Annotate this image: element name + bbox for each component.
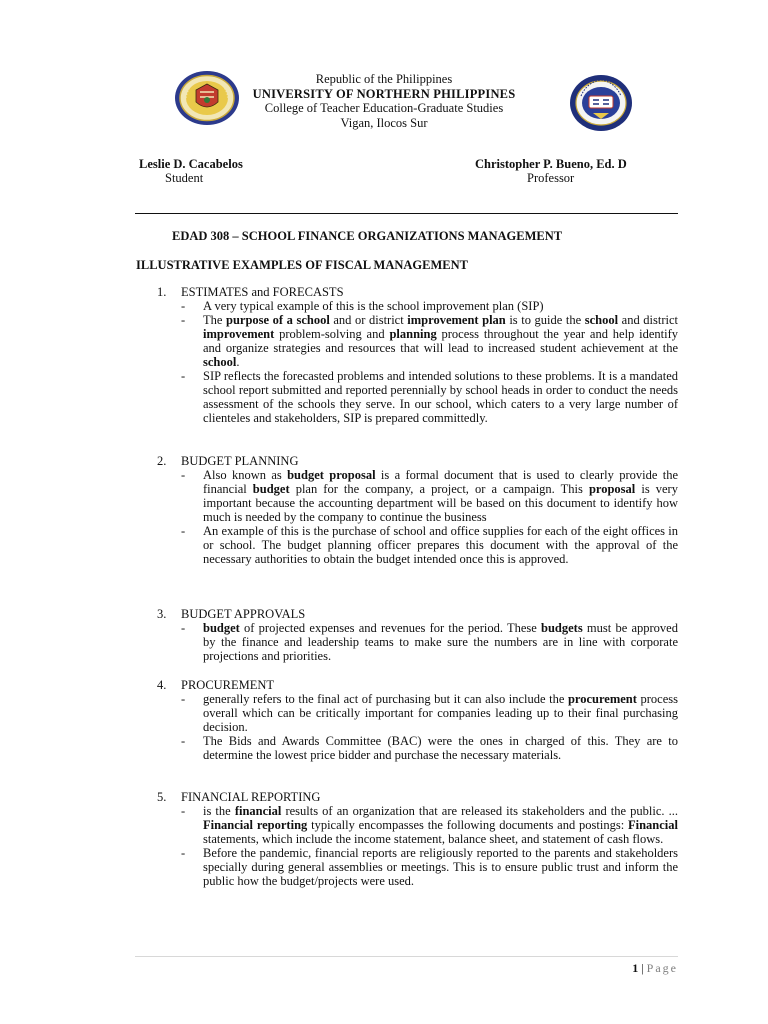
university-name: UNIVERSITY OF NORTHERN PHILIPPINES	[252, 86, 516, 101]
bold-text: financial	[234, 804, 282, 818]
republic-line: Republic of the Philippines	[315, 72, 453, 86]
section-number: 2.	[157, 454, 167, 468]
bullet-list	[157, 621, 678, 663]
text-run: of projected expenses and revenues for the period. These	[239, 621, 542, 635]
bold-text: improvement	[203, 327, 275, 341]
bold-text: improvement plan	[407, 313, 506, 327]
section-heading	[157, 454, 678, 468]
section-budget-planning	[157, 454, 678, 566]
section-heading	[157, 678, 678, 692]
section-title: BUDGET PLANNING	[181, 454, 299, 468]
text-run: is the	[203, 804, 235, 818]
section-title: ESTIMATES and FORECASTS	[181, 285, 344, 299]
dash-marker: -	[181, 313, 186, 327]
section-budget-approvals	[157, 607, 678, 663]
section-heading	[157, 607, 678, 621]
bullet-item	[157, 313, 678, 369]
page-number: 1	[632, 961, 639, 975]
text-run: must be approved by the finance and leadership teams to make sure the numbers are in line with corporate projections and priorities.	[203, 621, 678, 663]
student-role: Student	[165, 171, 204, 185]
location-line: Vigan, Ilocos Sur	[340, 115, 428, 130]
section-number: 5.	[157, 790, 167, 804]
bold-text: purpose of a school	[226, 313, 330, 327]
text-run: An example of this is the purchase of school and office supplies for each of the eight offices in or school. The budget planning officer prepares this document with the approval of the necessary authorities to obtain the budget intended once this is approved.	[203, 524, 678, 566]
bullet-list	[157, 804, 678, 888]
section-number: 4.	[157, 678, 167, 692]
text-run: typically encompasses the following documents and postings:	[307, 818, 628, 832]
bullet-list	[157, 468, 678, 566]
section-heading	[157, 285, 678, 299]
dash-marker: -	[181, 468, 186, 482]
text-run: and or district	[329, 313, 408, 327]
section-title: FINANCIAL REPORTING	[181, 790, 321, 804]
bold-text: school	[203, 355, 237, 369]
dash-marker: -	[181, 524, 186, 538]
bold-text: budgets	[541, 621, 583, 635]
bold-text: procurement	[567, 692, 637, 706]
college-name: College of Teacher Education-Graduate Studies	[264, 101, 504, 115]
bullet-item	[157, 846, 678, 888]
bold-text: proposal	[588, 482, 636, 496]
professor-block	[475, 157, 627, 185]
bullet-item	[157, 299, 678, 313]
document-title: ILLUSTRATIVE EXAMPLES OF FISCAL MANAGEMENT	[136, 258, 468, 272]
header-divider	[135, 213, 678, 214]
dash-marker: -	[181, 369, 186, 383]
text-run: plan for the company, a project, or a campaign. This	[289, 482, 589, 496]
footer-separator: |	[638, 961, 647, 975]
section-title: BUDGET APPROVALS	[181, 607, 306, 621]
bullet-list	[157, 692, 678, 762]
section-title: PROCUREMENT	[181, 678, 275, 692]
text-run: Also known as	[203, 468, 288, 482]
text-run: statements, which include the income statement, balance sheet, and statement of cash flows.	[203, 832, 664, 846]
letterhead	[200, 72, 568, 130]
dash-marker: -	[181, 692, 186, 706]
text-run: and district	[618, 313, 678, 327]
text-run: is very important because the accounting department will be based on this document to identify how much is needed by the company to continue the business	[203, 482, 678, 524]
text-run: A very typical example of this is the school improvement plan (SIP)	[203, 299, 544, 313]
text-run: is a formal document that is used to clearly provide the financial	[203, 468, 679, 496]
bullet-item	[157, 524, 678, 566]
bullet-item	[157, 621, 678, 663]
bullet-item	[157, 734, 678, 762]
text-run: process overall which can be critically important for companies leading up to their final purchasing decision.	[203, 692, 678, 734]
college-seal-logo	[569, 74, 633, 132]
page-word: Page	[646, 961, 678, 975]
dash-marker: -	[181, 299, 186, 313]
text-run: results of an organization that are released its stakeholders and the public. ...	[281, 804, 679, 818]
section-estimates	[157, 285, 678, 425]
text-run: .	[236, 355, 240, 369]
section-heading	[157, 790, 678, 804]
bold-text: Financial reporting	[203, 818, 308, 832]
bullet-item	[157, 468, 678, 524]
text-run: process throughout the year and help identify and organize strategies and resources that will lead to increased student achievement at the	[203, 327, 678, 355]
bullet-list	[157, 299, 678, 425]
footer-divider	[135, 956, 678, 957]
professor-name: Christopher P. Bueno, Ed. D	[475, 157, 627, 171]
section-number: 1.	[157, 285, 167, 299]
text-run: The Bids and Awards Committee (BAC) were the ones in charged of this. They are to determine the lowest price bidder and purchase the necessary materials.	[203, 734, 678, 762]
text-run: The	[203, 313, 227, 327]
dash-marker: -	[181, 734, 186, 748]
section-procurement	[157, 678, 678, 762]
text-run: SIP reflects the forecasted problems and intended solutions to these problems. It is a mandated school report submitted and reported perennially by school heads in order to conduct the needs assessment of the schools they serve. In our school, which caters to a very large number of clienteles and stakeholders, SIP is prepared committedly.	[203, 369, 678, 425]
professor-role: Professor	[527, 171, 575, 185]
student-block	[139, 157, 243, 185]
bold-text: budget	[203, 621, 240, 635]
dash-marker: -	[181, 621, 186, 635]
bold-text: Financial	[627, 818, 678, 832]
student-name: Leslie D. Cacabelos	[139, 157, 243, 171]
bold-text: planning	[389, 327, 437, 341]
bold-text: budget proposal	[287, 468, 376, 482]
section-financial-reporting	[157, 790, 678, 888]
text-run: generally refers to the final act of purchasing but it can also include the	[203, 692, 568, 706]
bold-text: budget	[252, 482, 290, 496]
bold-text: school	[584, 313, 619, 327]
text-run: is to guide the	[505, 313, 585, 327]
course-title: EDAD 308 – SCHOOL FINANCE ORGANIZATIONS MANAGEMENT	[172, 229, 563, 243]
dash-marker: -	[181, 804, 186, 818]
bullet-item	[157, 804, 678, 846]
bullet-item	[157, 369, 678, 425]
dash-marker: -	[181, 846, 186, 860]
bullet-item	[157, 692, 678, 734]
section-number: 3.	[157, 607, 167, 621]
text-run: problem-solving and	[274, 327, 390, 341]
page-footer	[632, 961, 678, 976]
text-run: Before the pandemic, financial reports are religiously reported to the parents and stakeholders specially during general assemblies or meetings. This is to ensure public trust and inform the public how the budget/projects were used.	[203, 846, 678, 888]
